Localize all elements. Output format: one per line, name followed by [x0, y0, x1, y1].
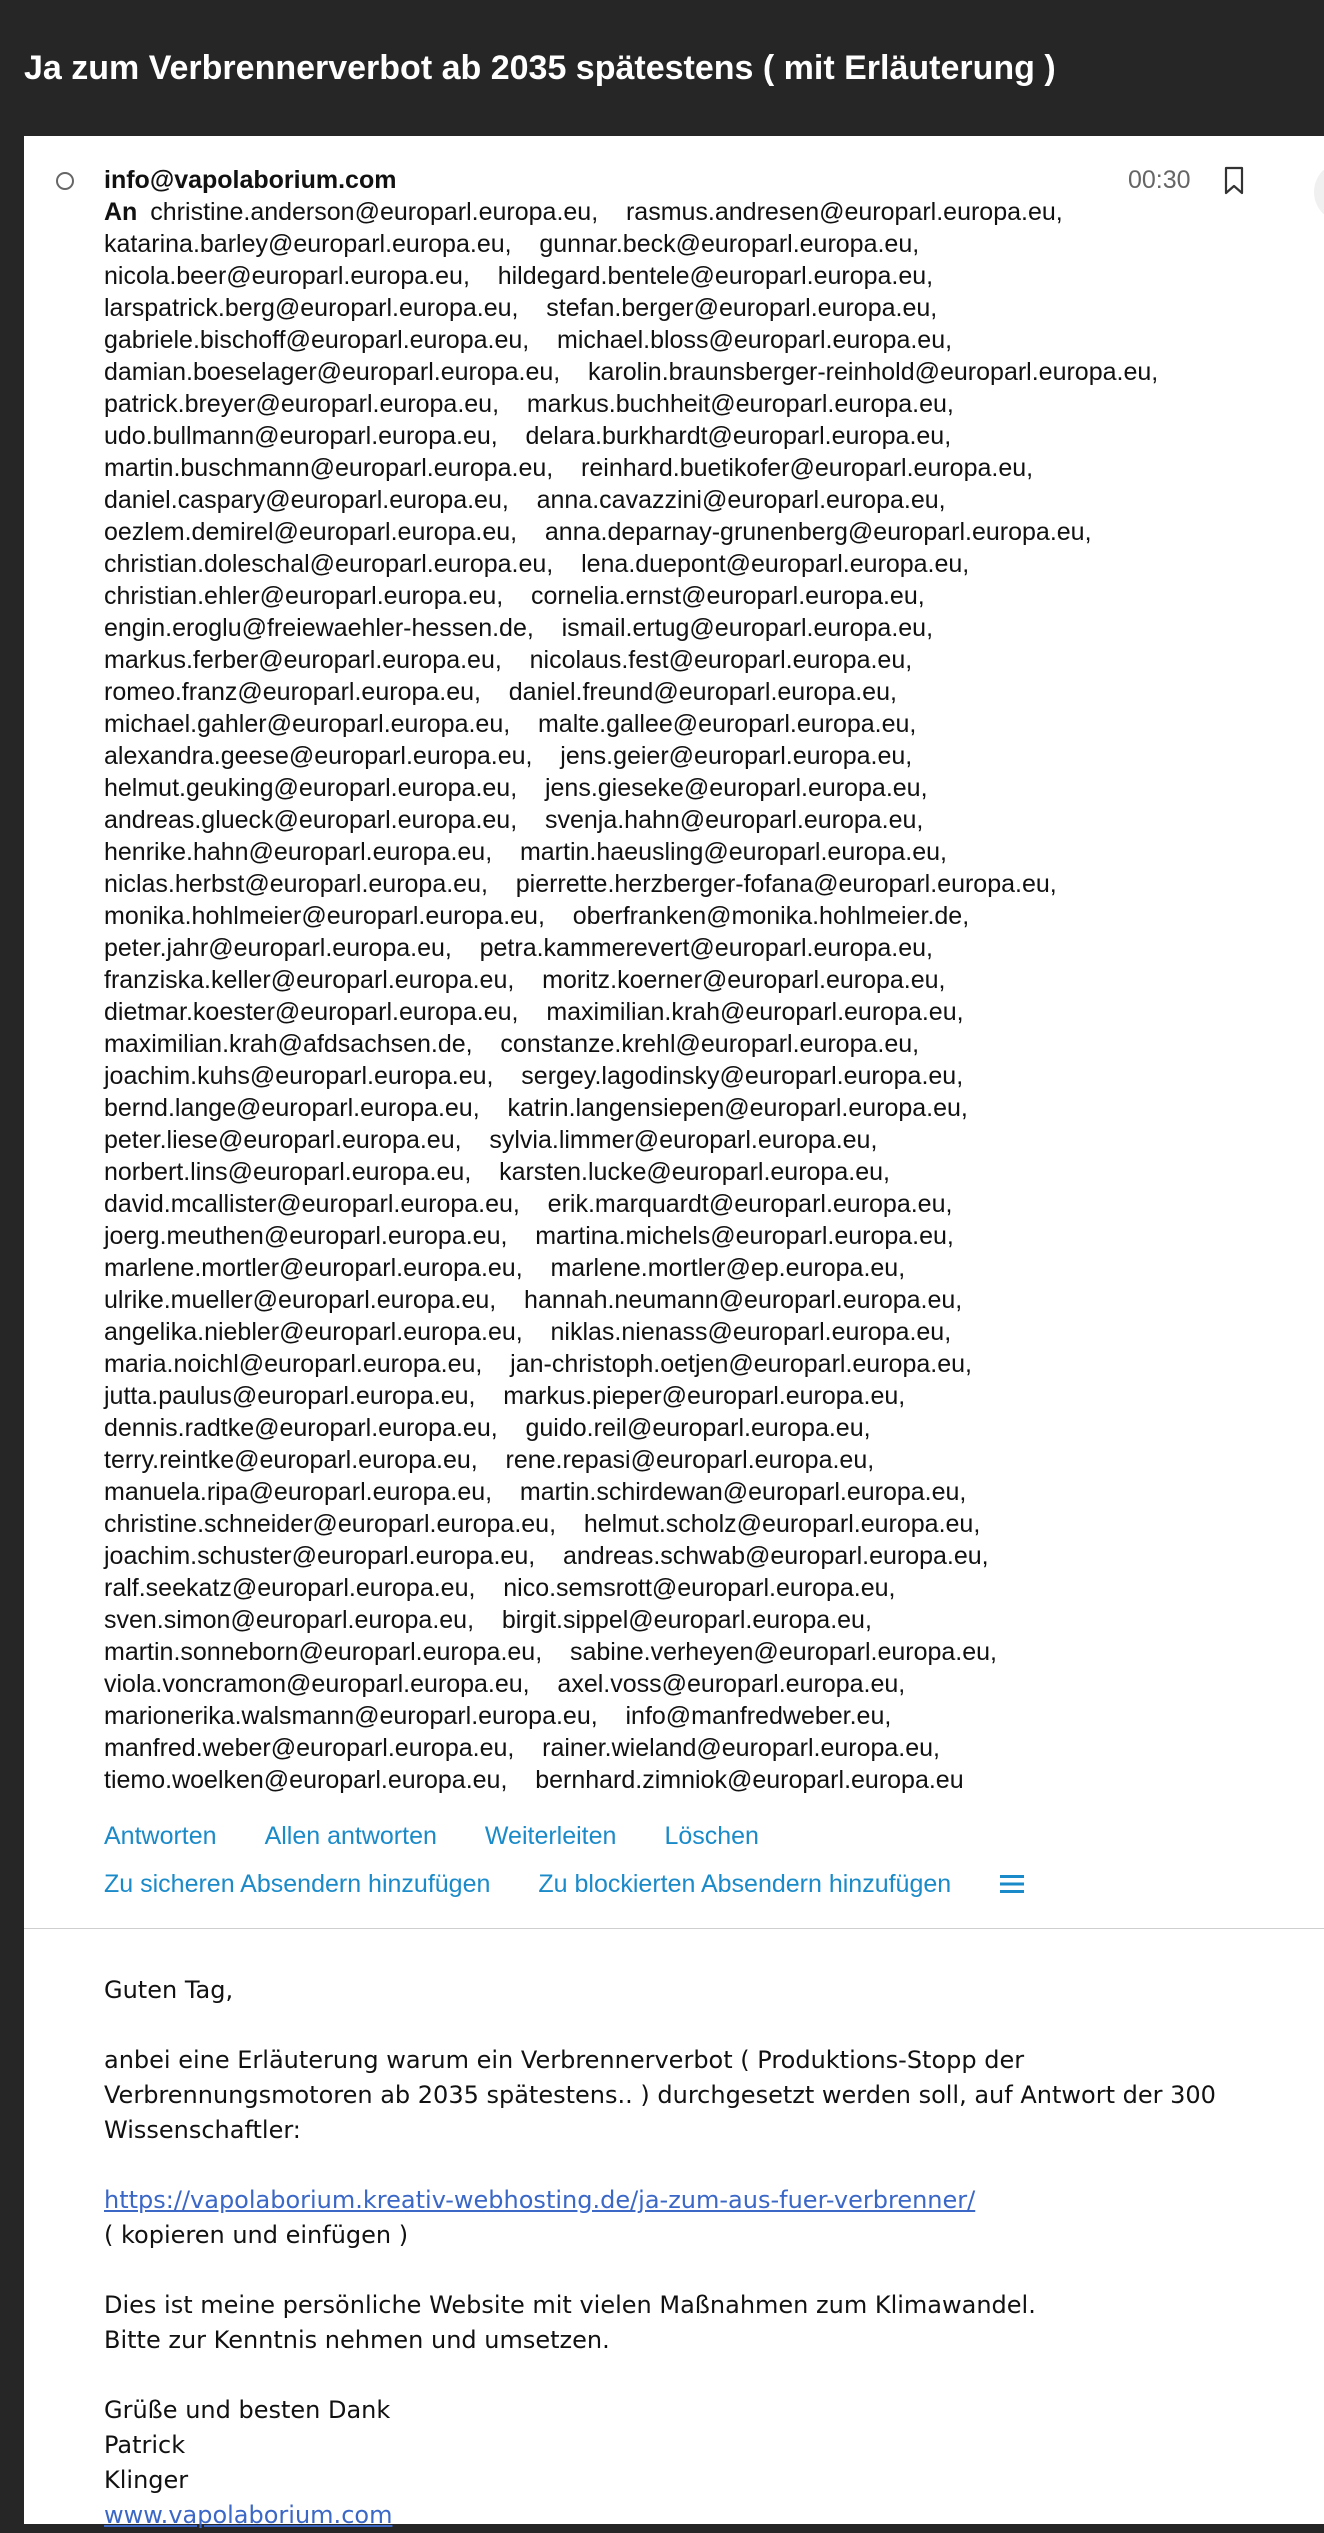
recipient-address[interactable]: christine.anderson@europarl.europa.eu,: [150, 198, 599, 226]
add-safe-sender-button[interactable]: Zu sicheren Absendern hinzufügen: [104, 1869, 491, 1898]
recipient-address[interactable]: guido.reil@europarl.europa.eu,: [525, 1414, 871, 1442]
recipient-address[interactable]: larspatrick.berg@europarl.europa.eu,: [104, 294, 519, 322]
delete-button[interactable]: Löschen: [664, 1821, 759, 1850]
to-label: An: [104, 198, 138, 226]
bookmark-icon[interactable]: [1222, 166, 1246, 196]
recipient-address[interactable]: reinhard.buetikofer@europarl.europa.eu,: [581, 454, 1034, 482]
recipient-address[interactable]: dennis.radtke@europarl.europa.eu,: [104, 1414, 498, 1442]
recipient-address[interactable]: nico.semsrott@europarl.europa.eu,: [503, 1574, 896, 1602]
recipient-address[interactable]: rainer.wieland@europarl.europa.eu,: [542, 1734, 940, 1762]
recipient-address[interactable]: martin.schirdewan@europarl.europa.eu,: [519, 1478, 967, 1506]
recipient-address[interactable]: nicola.beer@europarl.europa.eu,: [104, 262, 470, 290]
recipient-address[interactable]: ulrike.mueller@europarl.europa.eu,: [104, 1286, 497, 1314]
recipient-address[interactable]: oberfranken@monika.hohlmeier.de,: [572, 902, 970, 930]
recipient-address[interactable]: viola.voncramon@europarl.europa.eu,: [104, 1670, 530, 1698]
recipient-address[interactable]: joerg.meuthen@europarl.europa.eu,: [104, 1222, 508, 1250]
greeting: Guten Tag,: [104, 1976, 234, 2004]
recipient-address[interactable]: jutta.paulus@europarl.europa.eu,: [104, 1382, 476, 1410]
recipient-address[interactable]: franziska.keller@europarl.europa.eu,: [104, 966, 515, 994]
body-paragraph-2-line-1: Dies ist meine persönliche Website mit vielen Maßnahmen zum Klimawandel.: [104, 2291, 1036, 2319]
recipient-address[interactable]: andreas.glueck@europarl.europa.eu,: [104, 806, 518, 834]
website-link[interactable]: www.vapolaborium.com: [104, 2501, 393, 2529]
recipient-address[interactable]: marlene.mortler@europarl.europa.eu,: [104, 1254, 523, 1282]
recipient-address[interactable]: karsten.lucke@europarl.europa.eu,: [499, 1158, 890, 1186]
recipient-address[interactable]: maria.noichl@europarl.europa.eu,: [104, 1350, 483, 1378]
recipient-address[interactable]: daniel.caspary@europarl.europa.eu,: [104, 486, 509, 514]
forward-button[interactable]: Weiterleiten: [484, 1821, 617, 1850]
recipient-address[interactable]: markus.pieper@europarl.europa.eu,: [503, 1382, 906, 1410]
recipient-address[interactable]: martina.michels@europarl.europa.eu,: [535, 1222, 954, 1250]
recipient-address[interactable]: hannah.neumann@europarl.europa.eu,: [524, 1286, 963, 1314]
recipient-address[interactable]: helmut.scholz@europarl.europa.eu,: [583, 1510, 981, 1538]
recipient-address[interactable]: sylvia.limmer@europarl.europa.eu,: [489, 1126, 878, 1154]
body-paragraph-2-line-2: Bitte zur Kenntnis nehmen und umsetzen.: [104, 2326, 610, 2354]
email-time: 00:30: [1128, 166, 1191, 194]
recipient-address[interactable]: katarina.barley@europarl.europa.eu,: [104, 230, 512, 258]
recipient-address[interactable]: udo.bullmann@europarl.europa.eu,: [104, 422, 498, 450]
recipient-address[interactable]: henrike.hahn@europarl.europa.eu,: [104, 838, 493, 866]
top-bar: [0, 0, 1324, 136]
recipient-address[interactable]: erik.marquardt@europarl.europa.eu,: [547, 1190, 953, 1218]
email-subject: Ja zum Verbrennerverbot ab 2035 spätestens ( mit Erläuterung ): [24, 48, 1056, 87]
recipient-address[interactable]: terry.reintke@europarl.europa.eu,: [104, 1446, 478, 1474]
recipient-address[interactable]: helmut.geuking@europarl.europa.eu,: [104, 774, 518, 802]
hamburger-menu-icon[interactable]: [999, 1873, 1025, 1895]
select-radio-icon[interactable]: [56, 172, 74, 190]
recipient-address[interactable]: delara.burkhardt@europarl.europa.eu,: [525, 422, 952, 450]
recipient-address[interactable]: rasmus.andresen@europarl.europa.eu,: [625, 198, 1063, 226]
recipient-address[interactable]: anna.cavazzini@europarl.europa.eu,: [536, 486, 946, 514]
recipient-address[interactable]: monika.hohlmeier@europarl.europa.eu,: [104, 902, 545, 930]
recipient-address[interactable]: martin.haeusling@europarl.europa.eu,: [519, 838, 947, 866]
recipient-address[interactable]: engin.eroglu@freiewaehler-hessen.de,: [104, 614, 534, 642]
recipient-address[interactable]: markus.ferber@europarl.europa.eu,: [104, 646, 502, 674]
recipient-address[interactable]: jens.gieseke@europarl.europa.eu,: [544, 774, 928, 802]
recipient-address[interactable]: svenja.hahn@europarl.europa.eu,: [544, 806, 924, 834]
recipient-address[interactable]: gunnar.beck@europarl.europa.eu,: [539, 230, 920, 258]
action-bar: [24, 1812, 1324, 1908]
recipient-address[interactable]: michael.bloss@europarl.europa.eu,: [557, 326, 953, 354]
recipient-address[interactable]: sergey.lagodinsky@europarl.europa.eu,: [521, 1062, 964, 1090]
recipient-address[interactable]: damian.boeselager@europarl.europa.eu,: [104, 358, 561, 386]
recipient-address[interactable]: romeo.franz@europarl.europa.eu,: [104, 678, 481, 706]
recipient-address[interactable]: marlene.mortler@ep.europa.eu,: [550, 1254, 906, 1282]
recipient-address[interactable]: patrick.breyer@europarl.europa.eu,: [104, 390, 500, 418]
recipient-list: [104, 196, 1244, 1796]
recipient-address[interactable]: maximilian.krah@europarl.europa.eu,: [546, 998, 964, 1026]
signature-first-name: Patrick: [104, 2431, 186, 2459]
recipient-address[interactable]: karolin.braunsberger-reinhold@europarl.europa.eu,: [588, 358, 1159, 386]
recipient-address[interactable]: angelika.niebler@europarl.europa.eu,: [104, 1318, 523, 1346]
recipient-address[interactable]: niklas.nienass@europarl.europa.eu,: [550, 1318, 952, 1346]
recipient-address[interactable]: tiemo.woelken@europarl.europa.eu,: [104, 1766, 508, 1794]
recipient-address[interactable]: maximilian.krah@afdsachsen.de,: [104, 1030, 473, 1058]
recipient-address[interactable]: christian.ehler@europarl.europa.eu,: [104, 582, 504, 610]
recipient-address[interactable]: nicolaus.fest@europarl.europa.eu,: [529, 646, 913, 674]
recipient-address[interactable]: anna.deparnay-grunenberg@europarl.europa.eu,: [544, 518, 1092, 546]
add-blocked-sender-button[interactable]: Zu blockierten Absendern hinzufügen: [538, 1869, 952, 1898]
recipient-address[interactable]: manuela.ripa@europarl.europa.eu,: [104, 1478, 493, 1506]
recipient-address[interactable]: ismail.ertug@europarl.europa.eu,: [561, 614, 934, 642]
recipient-address[interactable]: petra.kammerevert@europarl.europa.eu,: [479, 934, 934, 962]
recipient-address[interactable]: dietmar.koester@europarl.europa.eu,: [104, 998, 519, 1026]
recipient-address[interactable]: martin.sonneborn@europarl.europa.eu,: [104, 1638, 543, 1666]
recipient-address[interactable]: hildegard.bentele@europarl.europa.eu,: [497, 262, 934, 290]
recipient-address[interactable]: bernhard.zimniok@europarl.europa.eu: [535, 1766, 964, 1794]
recipient-address[interactable]: stefan.berger@europarl.europa.eu,: [546, 294, 938, 322]
recipient-address[interactable]: andreas.schwab@europarl.europa.eu,: [562, 1542, 989, 1570]
recipient-address[interactable]: malte.gallee@europarl.europa.eu,: [537, 710, 917, 738]
signature-last-name: Klinger: [104, 2466, 189, 2494]
recipient-address[interactable]: moritz.koerner@europarl.europa.eu,: [542, 966, 946, 994]
recipient-address[interactable]: david.mcallister@europarl.europa.eu,: [104, 1190, 520, 1218]
recipient-address[interactable]: cornelia.ernst@europarl.europa.eu,: [531, 582, 925, 610]
recipient-address[interactable]: manfred.weber@europarl.europa.eu,: [104, 1734, 515, 1762]
recipient-address[interactable]: birgit.sippel@europarl.europa.eu,: [501, 1606, 872, 1634]
recipient-address[interactable]: jan-christoph.oetjen@europarl.europa.eu,: [510, 1350, 972, 1378]
recipient-address[interactable]: markus.buchheit@europarl.europa.eu,: [526, 390, 954, 418]
recipient-address[interactable]: christian.doleschal@europarl.europa.eu,: [104, 550, 554, 578]
recipient-address[interactable]: axel.voss@europarl.europa.eu,: [557, 1670, 906, 1698]
recipient-address[interactable]: jens.geier@europarl.europa.eu,: [560, 742, 913, 770]
recipient-address[interactable]: alexandra.geese@europarl.europa.eu,: [104, 742, 533, 770]
recipient-address[interactable]: peter.jahr@europarl.europa.eu,: [104, 934, 452, 962]
recipient-address[interactable]: norbert.lins@europarl.europa.eu,: [104, 1158, 472, 1186]
recipient-address[interactable]: info@manfredweber.eu,: [625, 1702, 892, 1730]
article-link[interactable]: https://vapolaborium.kreativ-webhosting.de/ja-zum-aus-fuer-verbrenner/: [104, 2186, 976, 2214]
recipient-address[interactable]: christine.schneider@europarl.europa.eu,: [104, 1510, 557, 1538]
recipient-address[interactable]: katrin.langensiepen@europarl.europa.eu,: [507, 1094, 968, 1122]
recipient-address[interactable]: daniel.freund@europarl.europa.eu,: [508, 678, 897, 706]
recipient-address[interactable]: bernd.lange@europarl.europa.eu,: [104, 1094, 480, 1122]
recipient-address[interactable]: ralf.seekatz@europarl.europa.eu,: [104, 1574, 476, 1602]
recipient-address[interactable]: pierrette.herzberger-fofana@europarl.europa.eu,: [515, 870, 1057, 898]
recipient-address[interactable]: michael.gahler@europarl.europa.eu,: [104, 710, 511, 738]
reply-all-button[interactable]: Allen antworten: [264, 1821, 437, 1850]
email-panel: [24, 136, 1324, 2529]
sender-address[interactable]: info@vapolaborium.com: [104, 166, 397, 194]
recipient-address[interactable]: lena.duepont@europarl.europa.eu,: [581, 550, 970, 578]
recipient-address[interactable]: rene.repasi@europarl.europa.eu,: [505, 1446, 875, 1474]
recipient-address[interactable]: sven.simon@europarl.europa.eu,: [104, 1606, 475, 1634]
recipient-address[interactable]: joachim.schuster@europarl.europa.eu,: [104, 1542, 536, 1570]
recipient-address[interactable]: constanze.krehl@europarl.europa.eu,: [500, 1030, 920, 1058]
closing: Grüße und besten Dank: [104, 2396, 391, 2424]
recipient-address[interactable]: joachim.kuhs@europarl.europa.eu,: [104, 1062, 494, 1090]
recipient-address[interactable]: oezlem.demirel@europarl.europa.eu,: [104, 518, 518, 546]
recipient-address[interactable]: sabine.verheyen@europarl.europa.eu,: [569, 1638, 998, 1666]
link-note: ( kopieren und einfügen ): [104, 2221, 409, 2249]
recipient-address[interactable]: gabriele.bischoff@europarl.europa.eu,: [104, 326, 530, 354]
email-body: [24, 1929, 1234, 2533]
recipient-address[interactable]: marionerika.walsmann@europarl.europa.eu,: [104, 1702, 598, 1730]
reply-button[interactable]: Antworten: [104, 1821, 217, 1850]
recipient-address[interactable]: peter.liese@europarl.europa.eu,: [104, 1126, 462, 1154]
body-paragraph-1: anbei eine Erläuterung warum ein Verbrennerverbot ( Produktions-Stopp der Verbrennungsmotoren ab 2035 spätestens.. ) durchgesetzt werden soll, auf Antwort der 300 Wissenschaftler:: [104, 2046, 1216, 2144]
recipient-address[interactable]: martin.buschmann@europarl.europa.eu,: [104, 454, 554, 482]
recipient-address[interactable]: niclas.herbst@europarl.europa.eu,: [104, 870, 488, 898]
email-header: [24, 136, 1324, 1796]
